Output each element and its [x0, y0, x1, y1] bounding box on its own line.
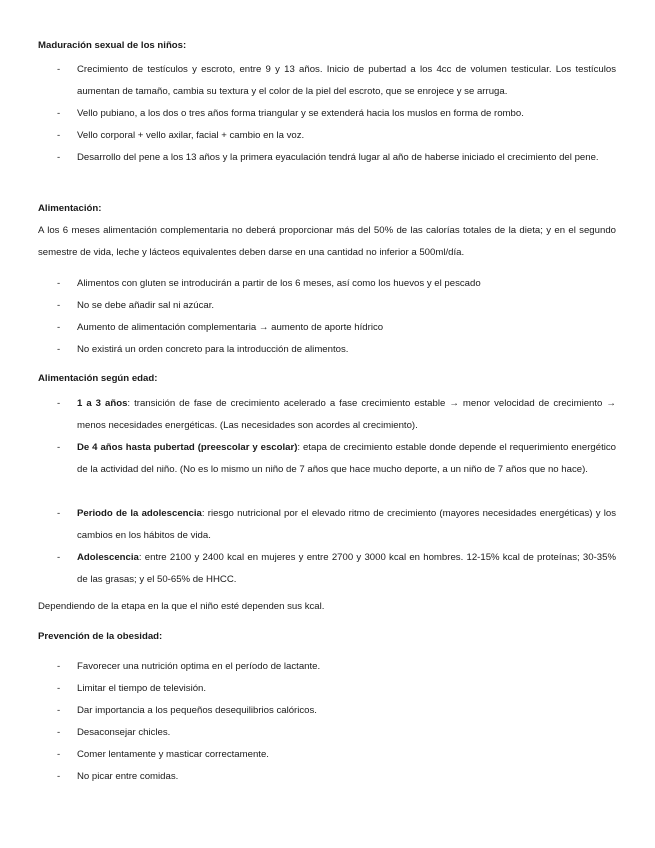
- bullet-marker: -: [57, 727, 61, 738]
- bullet-marker: -: [57, 64, 61, 75]
- item-text: : transición de fase de crecimiento acelerado a fase crecimiento estable → menor velocidad de crecimiento → menos necesidades energéticas. (Las necesidades son acordes al crecimiento).: [77, 398, 616, 431]
- list-item: Aumento de alimentación complementaria → aumento de aporte hídrico: [77, 322, 384, 333]
- bullet-marker: -: [57, 705, 61, 716]
- list-item: Comer lentamente y masticar correctamente.: [77, 749, 269, 760]
- bullet-marker: -: [57, 749, 61, 760]
- bullet-marker: -: [57, 108, 61, 119]
- item-term: De 4 años hasta pubertad (preescolar y escolar): [77, 442, 298, 453]
- list-item: Vello pubiano, a los dos o tres años forma triangular y se extenderá hacia los muslos en forma de rombo.: [77, 108, 524, 119]
- bullet-marker: -: [57, 344, 61, 355]
- item-term: 1 a 3 años: [77, 398, 128, 409]
- section-heading-maduracion: Maduración sexual de los niños:: [38, 40, 187, 51]
- list-item: Dar importancia a los pequeños desequilibrios calóricos.: [77, 705, 317, 716]
- paragraph: Dependiendo de la etapa en la que el niño esté dependen sus kcal.: [38, 601, 325, 612]
- list-item: [77, 547, 616, 591]
- section-heading-alimentacion: Alimentación:: [38, 203, 102, 214]
- item-text: : etapa de crecimiento estable donde depende el requerimiento energético de la actividad del niño. (No es lo mismo un niño de 7 años que hace mucho deporte, a un niño de 7 años que no hace).: [77, 442, 617, 475]
- list-item: No picar entre comidas.: [77, 771, 179, 782]
- item-term: Periodo de la adolescencia: [77, 508, 202, 519]
- list-item: No se debe añadir sal ni azúcar.: [77, 300, 215, 311]
- paragraph: A los 6 meses alimentación complementaria no deberá proporcionar más del 50% de las calorías totales de la dieta; y en el segundo semestre de vida, leche y lácteos equivalentes deben darse en una cantidad no inferior a 500ml/día.: [38, 225, 616, 258]
- item-text: : entre 2100 y 2400 kcal en mujeres y entre 2700 y 3000 kcal en hombres. 12-15% kcal de proteínas; 30-35% de las grasas; y el 50-65% de HHCC.: [77, 552, 616, 585]
- list-item: Crecimiento de testículos y escroto, entre 9 y 13 años. Inicio de pubertad a los 4cc de volumen testicular. Los testículos aumentan de tamaño, cambia su textura y el color de la piel del escroto, que se enrojece y se arruga.: [77, 64, 616, 97]
- bullet-marker: -: [57, 300, 61, 311]
- bullet-marker: -: [57, 442, 61, 453]
- list-item: Favorecer una nutrición optima en el período de lactante.: [77, 661, 321, 672]
- list-item: Limitar el tiempo de televisión.: [77, 683, 207, 694]
- list-item: No existirá un orden concreto para la introducción de alimentos.: [77, 344, 349, 355]
- list-item: Desaconsejar chicles.: [77, 727, 171, 738]
- list-item: [77, 503, 616, 547]
- list-item: [77, 393, 616, 437]
- list-item: Alimentos con gluten se introducirán a partir de los 6 meses, así como los huevos y el pescado: [77, 278, 481, 289]
- list-item: Desarrollo del pene a los 13 años y la primera eyaculación tendrá lugar al año de haberse iniciado el crecimiento del pene.: [77, 152, 599, 163]
- list-item: Vello corporal + vello axilar, facial + cambio en la voz.: [77, 130, 305, 141]
- bullet-marker: -: [57, 398, 61, 409]
- bullet-marker: -: [57, 508, 61, 519]
- item-term: Adolescencia: [77, 552, 139, 563]
- bullet-marker: -: [57, 152, 61, 163]
- bullet-marker: -: [57, 661, 61, 672]
- bullet-marker: -: [57, 771, 61, 782]
- item-text: : riesgo nutricional por el elevado ritmo de crecimiento (mayores necesidades energéticas) y los cambios en los hábitos de vida.: [77, 508, 616, 541]
- bullet-marker: -: [57, 278, 61, 289]
- bullet-marker: -: [57, 552, 61, 563]
- bullet-marker: -: [57, 322, 61, 333]
- section-heading-alimentacion-edad: Alimentación según edad:: [38, 373, 158, 384]
- bullet-marker: -: [57, 683, 61, 694]
- bullet-marker: -: [57, 130, 61, 141]
- list-item: [77, 437, 616, 481]
- section-heading-prevencion: Prevención de la obesidad:: [38, 631, 163, 642]
